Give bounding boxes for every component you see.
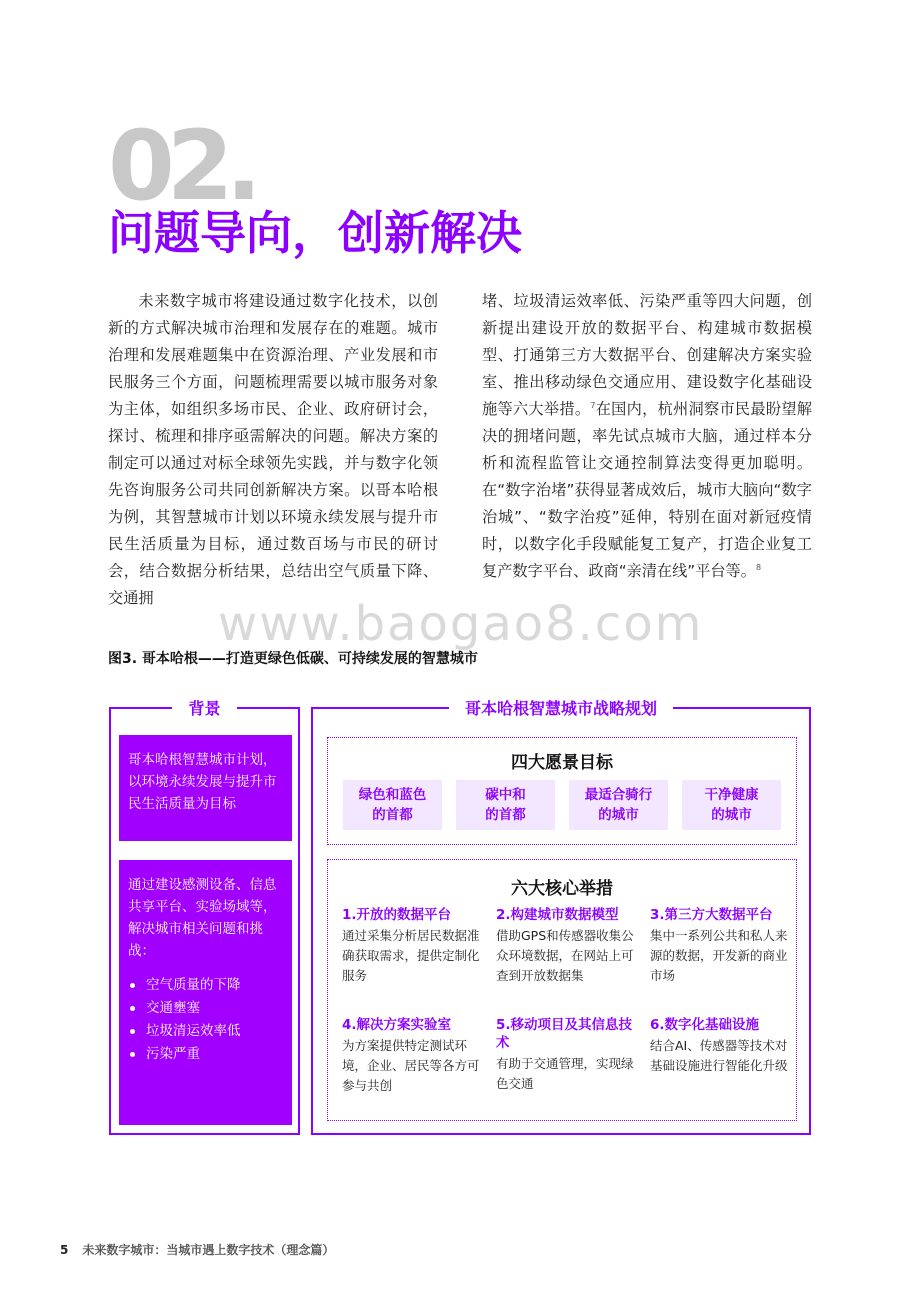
measure-item	[496, 906, 641, 986]
measure-desc: 结合AI、传感器等技术对基础设施进行智能化升级	[650, 1038, 788, 1073]
measure-desc: 有助于交通管理，实现绿色交通	[496, 1056, 634, 1091]
watermark: www.baogao8.com	[218, 596, 704, 652]
measure-desc: 集中一系列公共和私人来源的数据，开发新的商业市场	[650, 928, 788, 983]
challenge-item: 交通壅塞	[128, 997, 284, 1020]
measure-desc: 借助GPS和传感器收集公众环境数据，在网站上可查到开放数据集	[496, 928, 634, 983]
measure-item	[650, 1016, 795, 1076]
measure-item	[342, 906, 487, 986]
goal-item: 干净健康 的城市	[682, 780, 781, 830]
goals-title: 四大愿景目标	[511, 753, 613, 773]
challenges-intro: 通过建设感测设备、信息共享平台、实验场域等，解决城市相关问题和挑战：	[128, 877, 277, 959]
section-title: 问题导向，创新解决	[108, 206, 522, 260]
background-panel	[109, 699, 300, 1135]
background-goal-box: 哥本哈根智慧城市计划，以环境永续发展与提升市民生活质量为目标	[119, 735, 292, 841]
measure-title: 6.数字化基础设施	[650, 1017, 760, 1033]
paragraph-right-b: 在国内，杭州洞察市民最盼望解决的拥堵问题，率先试点城市大脑，通过样本分析和流程监管让交通控制算法变得更加聪明。在“数字治堵”获得显著成效后，城市大脑向“数字治城”、“数字治疫”延伸，特别在面对新冠疫情时，以数字化手段赋能复工复产，打造企业复工复产数字平台、政商“亲清在线”平台等。	[482, 400, 813, 580]
measure-title: 1.开放的数据平台	[342, 907, 452, 923]
measure-desc: 通过采集分析居民数据准确获取需求，提供定制化服务	[342, 928, 480, 983]
vision-goals-box	[327, 737, 797, 845]
goal-item: 最适合骑行 的城市	[569, 780, 668, 830]
footnote-ref-8[interactable]: 8	[755, 562, 762, 572]
background-challenges-box	[119, 860, 292, 1125]
challenge-item: 污染严重	[128, 1043, 284, 1066]
measure-title: 4.解决方案实验室	[342, 1017, 452, 1033]
measure-title: 2.构建城市数据模型	[496, 907, 619, 923]
measure-item	[496, 1016, 636, 1094]
measure-title: 3.第三方大数据平台	[650, 907, 773, 923]
challenges-list	[128, 974, 284, 1066]
goal-item: 绿色和蓝色 的首都	[343, 780, 442, 830]
page-number: 5	[60, 1243, 69, 1257]
measure-desc: 为方案提供特定测试环境，企业、居民等各方可参与共创	[342, 1038, 480, 1093]
body-column-right	[482, 288, 812, 585]
measure-item	[650, 906, 795, 986]
strategy-heading: 哥本哈根智慧城市战略规划	[313, 696, 809, 719]
body-column-left	[108, 288, 438, 612]
section-number: 02.	[108, 110, 255, 222]
paragraph-right-a: 堵、垃圾清运效率低、污染严重等四大问题，创新提出建设开放的数据平台、构建城市数据模型、打通第三方大数据平台、创建解决方案实验室、推出移动绿色交通应用、建设数字化基础设施等六大举措。	[482, 292, 812, 418]
background-heading: 背景	[111, 696, 298, 719]
measures-title: 六大核心举措	[511, 879, 613, 899]
strategy-panel	[311, 699, 811, 1135]
publication-title: 未来数字城市：当城市遇上数字技术（理念篇）	[82, 1243, 335, 1257]
paragraph-left: 未来数字城市将建设通过数字化技术，以创新的方式解决城市治理和发展存在的难题。城市治理和发展难题集中在资源治理、产业发展和市民服务三个方面，问题梳理需要以城市服务对象为主体，如组织多场市民、企业、政府研讨会，探讨、梳理和排序亟需解决的问题。解决方案的制定可以通过对标全球领先实践，并与数字化领先咨询服务公司共同创新解决方案。以哥本哈根为例，其智慧城市计划以环境永续发展与提升市民生活质量为目标，通过数百场与市民的研讨会，结合数据分析结果，总结出空气质量下降、交通拥	[108, 292, 438, 607]
measure-item	[342, 1016, 487, 1096]
footnote-ref-7[interactable]: 7	[590, 400, 596, 410]
core-measures-box	[327, 859, 797, 1121]
figure-caption: 图3. 哥本哈根——打造更绿色低碳、可持续发展的智慧城市	[108, 651, 478, 667]
page-footer	[60, 1241, 334, 1258]
challenge-item: 空气质量的下降	[128, 974, 284, 997]
measure-title: 5.移动项目及其信息技术	[496, 1017, 633, 1051]
paragraph-right	[482, 288, 812, 585]
challenge-item: 垃圾清运效率低	[128, 1020, 284, 1043]
goal-item: 碳中和 的首都	[456, 780, 555, 830]
